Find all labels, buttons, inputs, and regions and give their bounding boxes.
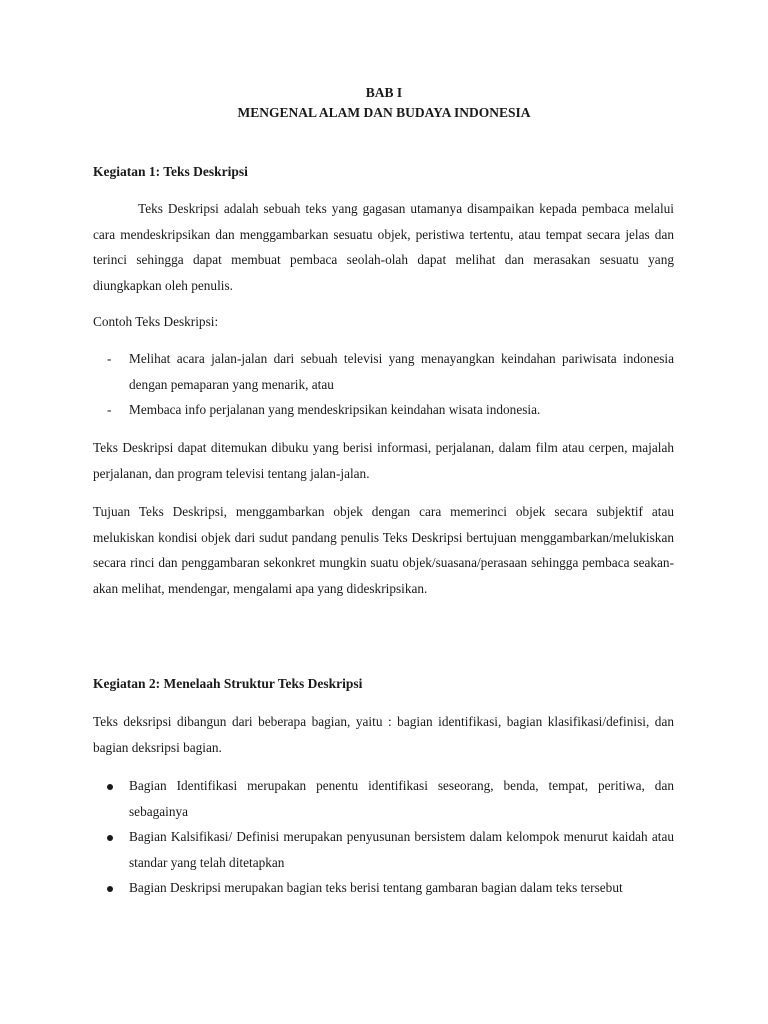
list-item [93,773,674,824]
structure-bullet-list [93,773,674,901]
list-item-text: Bagian Identifikasi merupakan penentu identifikasi seseorang, benda, tempat, peritiwa, dan sebagainya [129,778,674,819]
list-item-text: Bagian Kalsifikasi/ Definisi merupakan penyusunan bersistem dalam kelompok menurut kaidah atau standar yang telah ditetapkan [129,829,674,870]
section-1-intro-paragraph: Teks Deskripsi adalah sebuah teks yang gagasan utamanya disampaikan kepada pembaca melalui cara mendeskripsikan dan menggambarkan sesuatu objek, peristiwa tertentu, atau tempat secara jelas dan terinci sehingga dapat membuat pembaca seolah-olah dapat melihat dan merasakan sesuatu yang diungkapkan oleh penulis. [93,201,674,293]
bullet-dot-icon [107,784,113,790]
list-item-text: Bagian Deskripsi merupakan bagian teks berisi tentang gambaran bagian dalam teks tersebut [129,880,623,895]
chapter-title: MENGENAL ALAM DAN BUDAYA INDONESIA [237,105,531,120]
section-1-paragraph-3: Tujuan Teks Deskripsi, menggambarkan objek dengan cara memerinci objek secara subjektif atau melukiskan kondisi objek dari sudut pandang penulis Teks Deskripsi bertujuan menggambarkan/melukiskan secara rinci dan penggambaran sekonkret mungkin suatu objek/suasana/perasaan sehingga pembaca seakan-akan melihat, mendengar, mengalami apa yang dideskripsikan. [93,504,674,596]
bullet-dot-icon [107,886,113,892]
section-1-heading: Kegiatan 1: Teks Deskripsi [93,164,248,179]
list-item [93,397,674,423]
section-1-paragraph-2: Teks Deskripsi dapat ditemukan dibuku yang berisi informasi, perjalanan, dalam film atau cerpen, majalah perjalanan, dan program televisi tentang jalan-jalan. [93,440,674,481]
dash-marker: - [107,351,112,366]
examples-list [93,346,674,423]
dash-marker: - [107,402,112,417]
section-2-heading: Kegiatan 2: Menelaah Struktur Teks Deskripsi [93,676,363,691]
list-item [93,875,674,901]
list-item [93,824,674,875]
bullet-dot-icon [107,835,113,841]
list-item-text: Membaca info perjalanan yang mendeskripsikan keindahan wisata indonesia. [129,402,541,417]
chapter-number: BAB I [365,85,403,100]
list-item-text: Melihat acara jalan-jalan dari sebuah televisi yang menayangkan keindahan pariwisata indonesia dengan pemaparan yang menarik, atau [129,351,674,392]
examples-label: Contoh Teks Deskripsi: [93,314,219,329]
list-item [93,346,674,397]
section-2-intro-paragraph: Teks deksripsi dibangun dari beberapa bagian, yaitu : bagian identifikasi, bagian klasifikasi/definisi, dan bagian deksripsi bagian. [93,714,674,755]
